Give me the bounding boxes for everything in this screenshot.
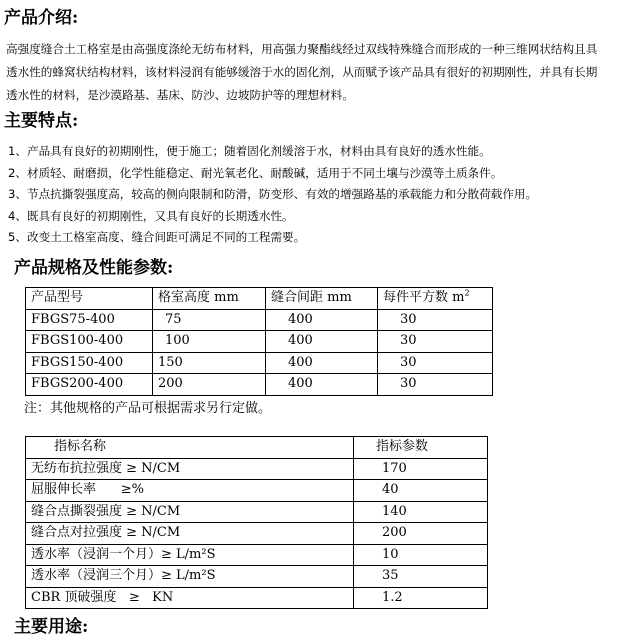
- table-cell: 透水率（浸润三个月）≥ L/m²S: [26, 566, 354, 588]
- table-row: [26, 544, 488, 566]
- perf-header-cell: 指标参数: [354, 437, 488, 459]
- intro-heading: 产品介绍:: [4, 8, 79, 28]
- spec-header-cell: [378, 288, 493, 310]
- table-cell: 75: [153, 309, 266, 331]
- spec-header-sup: 2: [464, 288, 470, 298]
- table-cell: 30: [378, 352, 493, 374]
- specs-heading: 产品规格及性能参数:: [14, 258, 174, 278]
- spec-note: 注：其他规格的产品可根据需求另行定做。: [24, 401, 272, 416]
- features-heading: 主要特点:: [4, 111, 79, 131]
- table-cell: CBR 顶破强度 ≥ KN: [26, 587, 354, 609]
- table-cell: 缝合点撕裂强度 ≥ N/CM: [26, 501, 354, 523]
- table-cell: 400: [266, 309, 378, 331]
- table-cell: 200: [153, 374, 266, 396]
- uses-heading: 主要用途:: [14, 617, 89, 637]
- spec-header-cell: 缝合间距 mm: [266, 288, 378, 310]
- table-cell: 170: [354, 458, 488, 480]
- performance-table: [25, 436, 488, 609]
- features-list: [8, 141, 537, 249]
- table-row: [26, 587, 488, 609]
- table-cell: 200: [354, 523, 488, 545]
- table-row: [26, 458, 488, 480]
- spec-header-row: [26, 288, 493, 310]
- table-row: [26, 523, 488, 545]
- table-cell: 屈服伸长率 ≥%: [26, 480, 354, 502]
- feature-item: 4、既具有良好的初期刚性，又具有良好的长期透水性。: [8, 208, 294, 223]
- table-row: [26, 352, 493, 374]
- table-row: [26, 480, 488, 502]
- table-cell: 透水率（浸润一个月）≥ L/m²S: [26, 544, 354, 566]
- table-cell: 400: [266, 374, 378, 396]
- feature-item: 3、节点抗撕裂强度高，较高的侧向限制和防滑，防变形、有效的增强路基的承载能力和分散荷载作用。: [8, 187, 538, 201]
- spec-header-cell: 格室高度 mm: [153, 288, 266, 310]
- table-cell: 400: [266, 352, 378, 374]
- table-cell: 150: [153, 352, 266, 374]
- perf-header-row: [26, 437, 488, 459]
- table-cell: FBGS75-400: [26, 309, 153, 331]
- table-cell: FBGS150-400: [26, 352, 153, 374]
- spec-table: [25, 287, 493, 396]
- table-cell: FBGS100-400: [26, 331, 153, 353]
- table-cell: FBGS200-400: [26, 374, 153, 396]
- feature-item: 2、材质轻、耐磨损，化学性能稳定、耐光氧老化、耐酸碱，适用于不同土壤与沙漠等土质条件。: [8, 165, 503, 180]
- table-row: [26, 309, 493, 331]
- feature-item: 5、改变土工格室高度、缝合间距可满足不同的工程需要。: [8, 230, 306, 244]
- intro-line: 高强度缝合土工格室是由高强度涤纶无纺布材料，用高强力聚酯线经过双线特殊缝合而形成的一种三维网状结构且具: [6, 42, 598, 56]
- spec-header-cell: 产品型号: [26, 288, 153, 310]
- table-row: [26, 566, 488, 588]
- table-row: [26, 501, 488, 523]
- table-cell: 30: [378, 374, 493, 396]
- intro-line: 透水性的材料，是沙漠路基、基床、防沙、边坡防护等的理想材料。: [6, 88, 354, 102]
- table-cell: 无纺布抗拉强度 ≥ N/CM: [26, 458, 354, 480]
- table-cell: 10: [354, 544, 488, 566]
- table-cell: 400: [266, 331, 378, 353]
- table-cell: 100: [153, 331, 266, 353]
- intro-line: 透水性的蜂窝状结构材料，该材料浸润有能够缓溶于水的固化剂，从而赋予该产品具有很好的初期刚性，并具有长期: [6, 65, 598, 79]
- table-cell: 30: [378, 309, 493, 331]
- table-cell: 缝合点对拉强度 ≥ N/CM: [26, 523, 354, 545]
- table-cell: 140: [354, 501, 488, 523]
- table-cell: 35: [354, 566, 488, 588]
- feature-item: 1、产品具有良好的初期刚性，便于施工；随着固化剂缓溶于水，材料由具有良好的透水性能。: [8, 144, 491, 158]
- table-cell: 1.2: [354, 587, 488, 609]
- table-cell: 40: [354, 480, 488, 502]
- perf-header-cell: 指标名称: [26, 437, 354, 459]
- table-cell: 30: [378, 331, 493, 353]
- intro-paragraph: [6, 38, 638, 107]
- table-row: [26, 374, 493, 396]
- table-row: [26, 331, 493, 353]
- spec-header-text: 每件平方数 m: [383, 290, 465, 306]
